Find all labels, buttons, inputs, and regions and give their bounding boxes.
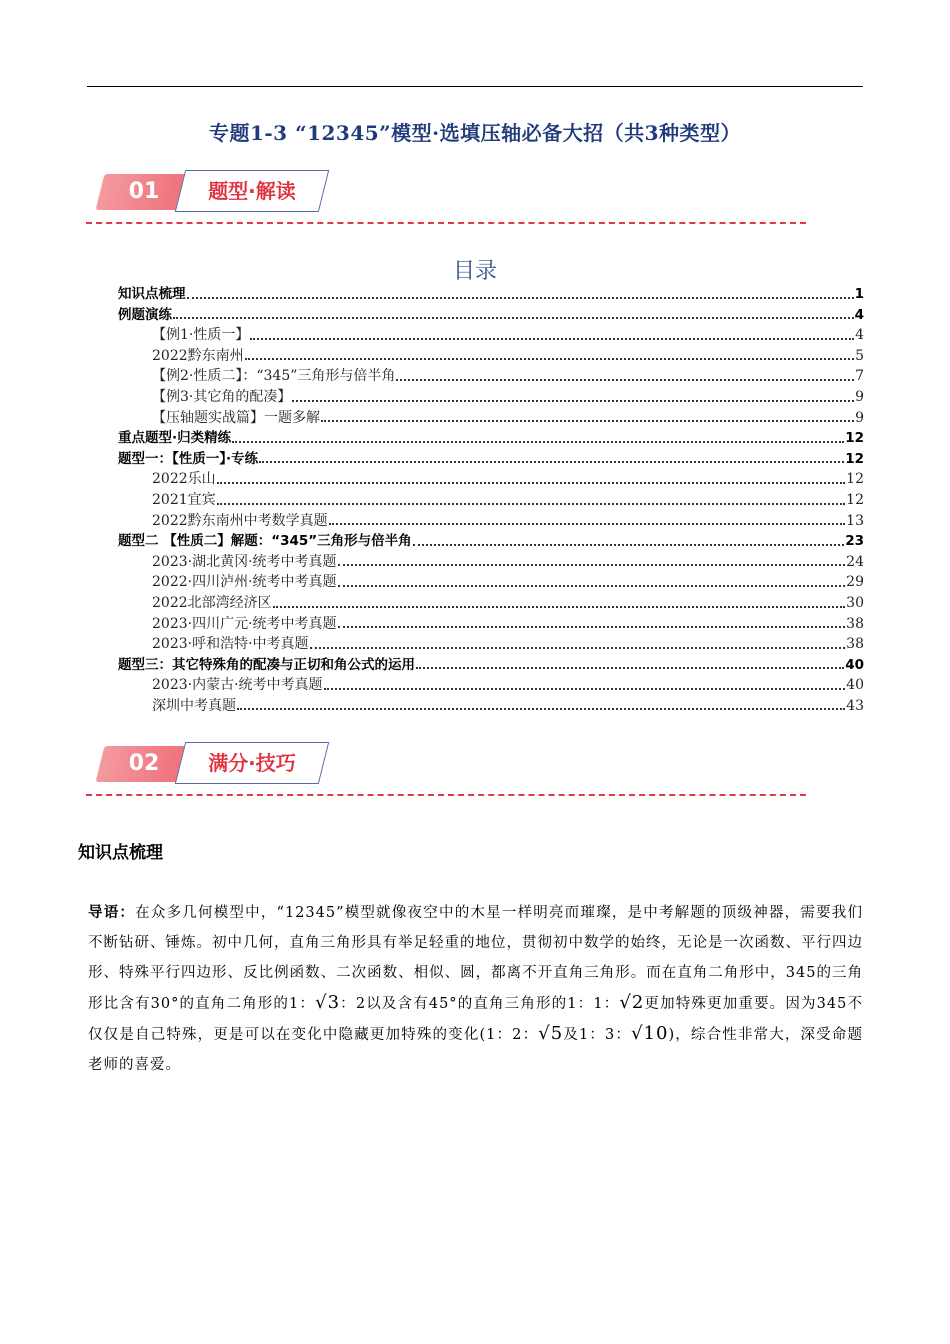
toc-entry-title: 2022黔东南州中考数学真题	[152, 512, 328, 529]
toc-heading: 目录	[452, 259, 497, 284]
toc-leader-dots	[413, 544, 845, 546]
toc-entry[interactable]	[118, 449, 864, 470]
toc-entry-title: 2022乐山	[152, 471, 216, 488]
sqrt-3: √3	[315, 992, 341, 1013]
toc-entry[interactable]	[118, 511, 864, 532]
toc-entry[interactable]	[118, 655, 864, 676]
toc-entry[interactable]	[118, 675, 864, 696]
toc-entry-page: 12	[846, 471, 864, 488]
toc-leader-dots	[396, 379, 854, 381]
toc-entry-title: 【例2·性质二】：“345”三角形与倍半角	[152, 368, 396, 385]
toc-entry-page: 30	[846, 594, 864, 611]
toc-entry-title: 【例3·其它角的配凑】	[152, 388, 292, 405]
toc-entry-title: 题型一：【性质一】·专练	[118, 450, 259, 467]
toc-leader-dots	[321, 420, 854, 422]
toc-entry-title: 2022北部湾经济区	[152, 594, 272, 611]
toc-entry[interactable]	[118, 284, 864, 305]
toc-leader-dots	[273, 606, 846, 608]
toc-leader-dots	[259, 461, 844, 463]
toc-leader-dots	[232, 441, 844, 443]
banner-number-badge: 02	[96, 746, 193, 782]
sqrt-10: √10	[631, 1023, 669, 1044]
toc-entry-title: 知识点梳理	[118, 286, 186, 302]
toc-entry-page: 12	[845, 450, 864, 467]
toc-entry[interactable]	[118, 346, 864, 367]
toc-entry-title: 2023·内蒙古·统考中考真题	[152, 677, 323, 694]
banner-dashed-line	[86, 222, 806, 224]
toc-leader-dots	[187, 297, 854, 299]
header-rule	[87, 86, 863, 87]
toc-entry-page: 4	[855, 327, 864, 344]
sqrt-5: √5	[538, 1023, 564, 1044]
toc-entry-page: 12	[846, 491, 864, 508]
toc-entry-title: 【压轴题实战篇】一题多解	[152, 409, 320, 426]
banner-number-badge: 01	[96, 174, 193, 210]
toc-entry-title: 【例1·性质一】	[152, 327, 250, 344]
toc-entry[interactable]	[118, 325, 864, 346]
toc-entry-title: 题型二 【性质二】解题：“345”三角形与倍半角	[118, 533, 412, 550]
toc-entry-page: 40	[845, 656, 864, 673]
toc-entry[interactable]	[118, 572, 864, 593]
toc-entry[interactable]	[118, 552, 864, 573]
intro-paragraph: 导语：在众多几何模型中，“12345”模型就像夜空中的木星一样明亮而璀璨，是中考解题的顶级神器，需要我们不断钻研、锤炼。初中几何，直角三角形具有举足轻重的地位，贯彻初中数学的始终，无论是一次函数、平行四边形、特殊平行四边形、反比例函数、二次函数、相似、圆，都离不开直角三角形。而在直角二角形中，345的三角形比含有30°的直角二角形的1：√3：2以及含有45°的直角三角形的1：1：√2更加特殊更加重要。因为345不仅仅是自己特殊，更是可以在变化中隐藏更加特殊的变化(1：2：√5及1：3：√10)，综合性非常大，深受命题老师的喜爱。	[88, 905, 864, 1073]
toc-entry-title: 2022·四川泸州·统考中考真题	[152, 574, 337, 591]
intro-lead: 导语：	[88, 905, 136, 921]
toc-entry[interactable]	[118, 614, 864, 635]
toc-entry[interactable]	[118, 490, 864, 511]
toc-entry-page: 5	[855, 347, 864, 364]
toc-entry-page: 29	[846, 574, 864, 591]
toc-entry-page: 24	[846, 553, 864, 570]
toc-entry-page: 43	[846, 697, 864, 714]
toc-leader-dots	[310, 647, 846, 649]
toc-entry[interactable]	[118, 408, 864, 429]
toc-entry[interactable]	[118, 428, 864, 449]
toc-leader-dots	[338, 564, 846, 566]
toc-leader-dots	[324, 688, 846, 690]
toc-entry[interactable]	[118, 387, 864, 408]
toc-entry[interactable]	[118, 696, 864, 717]
toc-entry-title: 题型三：其它特殊角的配凑与正切和角公式的运用	[118, 656, 415, 673]
toc-leader-dots	[338, 626, 846, 628]
section-banner-02	[100, 742, 820, 806]
toc-leader-dots	[292, 400, 854, 402]
toc-entry-title: 例题演练	[118, 306, 172, 323]
toc-entry-page: 23	[845, 533, 864, 550]
toc-leader-dots	[329, 523, 846, 525]
toc-entry[interactable]	[118, 531, 864, 552]
toc-entry-page: 38	[846, 615, 864, 632]
toc-entry-page: 7	[855, 368, 864, 385]
toc-entry-page: 9	[855, 409, 864, 426]
toc-leader-dots	[217, 482, 846, 484]
toc-entry-title: 2021宜宾	[152, 491, 216, 508]
toc-leader-dots	[416, 667, 844, 669]
toc-entry[interactable]	[118, 634, 864, 655]
toc-entry-page: 13	[846, 512, 864, 529]
table-of-contents	[118, 284, 864, 716]
banner-label-box: 题型·解读	[175, 170, 329, 212]
banner-dashed-line	[86, 794, 806, 796]
toc-entry-title: 重点题型·归类精练	[118, 430, 232, 447]
banner-label-box: 满分·技巧	[175, 742, 329, 784]
toc-entry-page: 38	[846, 636, 864, 653]
toc-entry-title: 深圳中考真题	[152, 697, 236, 714]
section-heading: 知识点梳理	[78, 843, 163, 863]
toc-leader-dots	[338, 585, 846, 587]
toc-entry[interactable]	[118, 593, 864, 614]
document-title: 专题1-3 “12345”模型·选填压轴必备大招（共3种类型）	[208, 121, 742, 145]
sqrt-2: √2	[619, 992, 645, 1013]
toc-entry-page: 12	[845, 430, 864, 447]
toc-entry-title: 2023·四川广元·统考中考真题	[152, 615, 337, 632]
toc-leader-dots	[217, 503, 846, 505]
toc-entry-title: 2023·湖北黄冈·统考中考真题	[152, 553, 337, 570]
toc-leader-dots	[250, 338, 854, 340]
toc-leader-dots	[245, 358, 854, 360]
toc-entry-page: 9	[855, 388, 864, 405]
toc-leader-dots	[237, 708, 845, 710]
toc-entry[interactable]	[118, 305, 864, 326]
toc-entry[interactable]	[118, 366, 864, 387]
toc-entry-title: 2023·呼和浩特·中考真题	[152, 636, 309, 653]
toc-entry-page: 1	[854, 286, 864, 302]
toc-entry-page: 4	[854, 306, 864, 323]
toc-entry-title: 2022黔东南州	[152, 347, 244, 364]
section-banner-01	[100, 170, 820, 234]
toc-entry-page: 40	[846, 677, 864, 694]
toc-entry[interactable]	[118, 469, 864, 490]
toc-leader-dots	[173, 317, 854, 319]
